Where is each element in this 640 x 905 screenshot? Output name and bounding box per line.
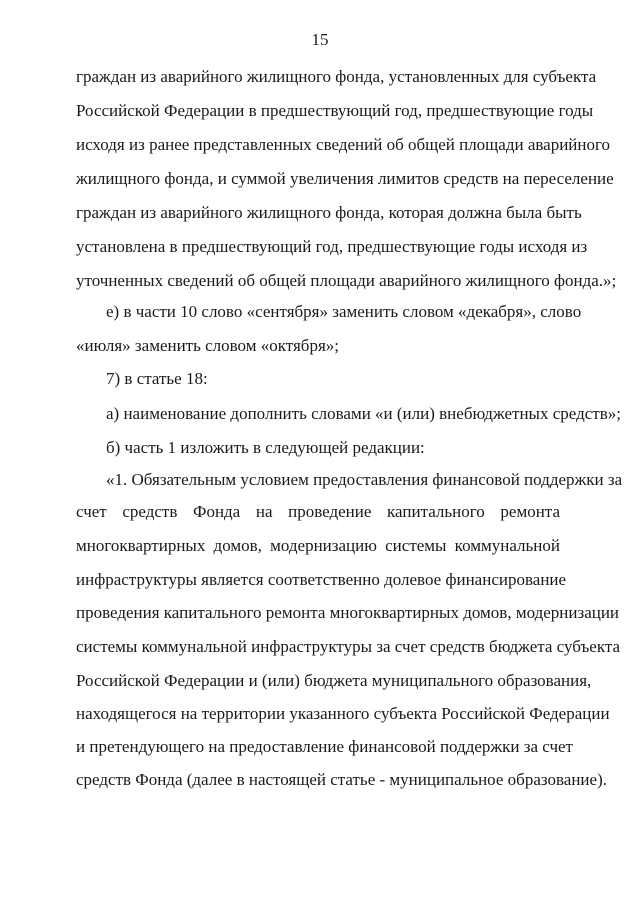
text-line: и претендующего на предоставление финансовой поддержки за счет: [76, 737, 573, 756]
page-number: 15: [311, 30, 329, 49]
text-line: многоквартирных домов, модернизацию системы коммунальной: [76, 536, 560, 555]
text-line: инфраструктуры является соответственно долевое финансирование: [76, 570, 567, 589]
text-line: «1. Обязательным условием предоставления финансовой поддержки за: [106, 470, 623, 489]
text-line: системы коммунальной инфраструктуры за счет средств бюджета субъекта: [76, 637, 621, 656]
text-line: б) часть 1 изложить в следующей редакции:: [106, 438, 425, 457]
text-line: жилищного фонда, и суммой увеличения лимитов средств на переселение: [76, 169, 614, 188]
text-line: Российской Федерации в предшествующий год, предшествующие годы: [76, 101, 594, 120]
text-line: «июля» заменить словом «октября»;: [76, 336, 339, 355]
text-line: е) в части 10 слово «сентября» заменить словом «декабря», слово: [106, 302, 582, 321]
text-line: средств Фонда (далее в настоящей статье - муниципальное образование).: [76, 770, 607, 789]
text-line: исходя из ранее представленных сведений об общей площади аварийного: [76, 135, 611, 154]
text-line: граждан из аварийного жилищного фонда, которая должна была быть: [76, 203, 582, 222]
text-line: уточненных сведений об общей площади аварийного жилищного фонда.»;: [76, 271, 617, 290]
text-line: Российской Федерации и (или) бюджета муниципального образования,: [76, 671, 592, 690]
text-line: установлена в предшествующий год, предшествующие годы исходя из: [76, 237, 588, 256]
text-line: счет средств Фонда на проведение капитального ремонта: [76, 502, 560, 521]
text-line: граждан из аварийного жилищного фонда, установленных для субъекта: [76, 67, 597, 86]
text-line: а) наименование дополнить словами «и (или) внебюджетных средств»;: [106, 404, 621, 423]
text-line: находящегося на территории указанного субъекта Российской Федерации: [76, 704, 610, 723]
text-line: 7) в статье 18:: [106, 369, 208, 388]
text-line: проведения капитального ремонта многоквартирных домов, модернизации: [76, 603, 620, 622]
